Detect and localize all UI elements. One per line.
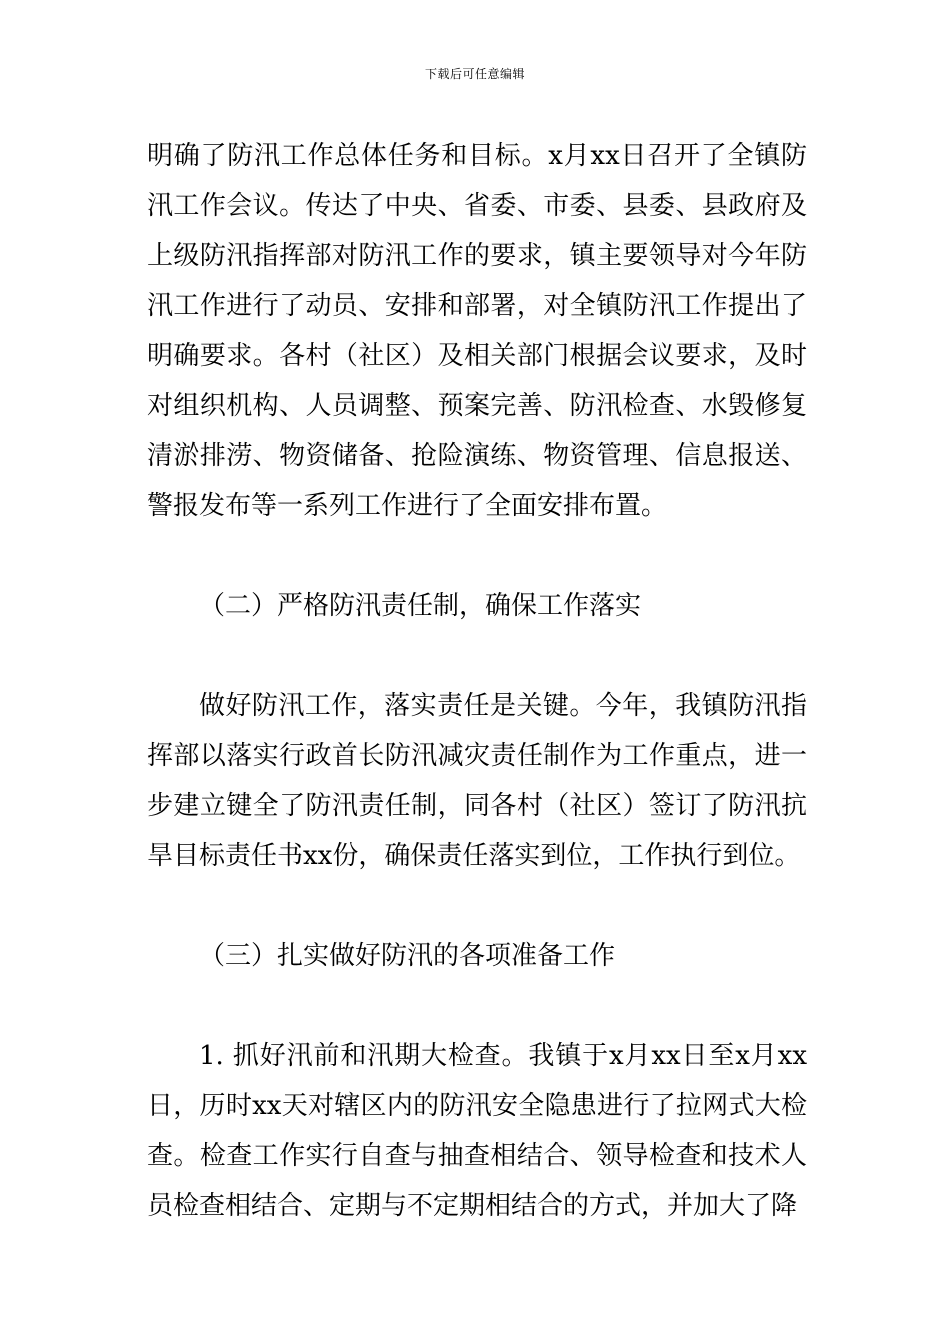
paragraph-2: 做好防汛工作，落实责任是关键。今年，我镇防汛指挥部以落实行政首长防汛减灾责任制作为工作重点，进一步建立键全了防汛责任制，同各村（社区）签订了防汛抗旱目标责任书xx份，确保责任落实到位，工作执行到位。: [147, 691, 807, 871]
document-body: [147, 131, 807, 1231]
spacer: [147, 631, 807, 681]
section-heading-2: （二）严格防汛责任制，确保工作落实: [199, 591, 642, 621]
page-header: 下载后可任意编辑: [424, 67, 525, 81]
spacer: [147, 531, 807, 581]
paragraph-3: 1. 抓好汛前和汛期大检查。我镇于x月xx日至x月xx日，历时xx天对辖区内的防汛安全隐患进行了拉网式大检查。检查工作实行自查与抽查相结合、领导检查和技术人员检查相结合、定期与不定期相结合的方式，并加大了降: [147, 1041, 807, 1221]
spacer: [147, 981, 807, 1031]
spacer: [147, 881, 807, 931]
paragraph-1: 明确了防汛工作总体任务和目标。x月xx日召开了全镇防汛工作会议。传达了中央、省委、市委、县委、县政府及上级防汛指挥部对防汛工作的要求，镇主要领导对今年防汛工作进行了动员、安排和部署，对全镇防汛工作提出了明确要求。各村（社区）及相关部门根据会议要求，及时对组织机构、人员调整、预案完善、防汛检查、水毁修复清淤排涝、物资储备、抢险演练、物资管理、信息报送、警报发布等一系列工作进行了全面安排布置。: [147, 141, 807, 521]
section-heading-3: （三）扎实做好防汛的各项准备工作: [199, 941, 616, 971]
